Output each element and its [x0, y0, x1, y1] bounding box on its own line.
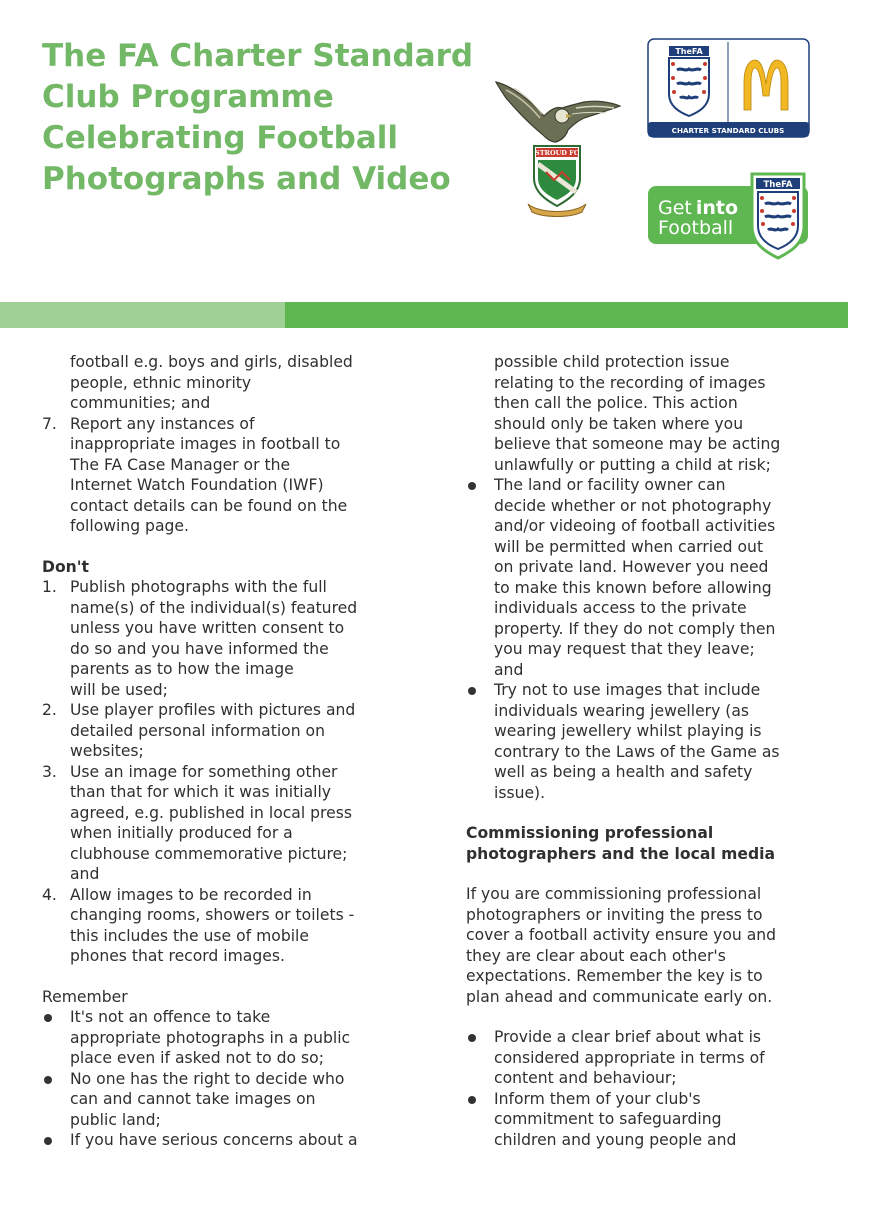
- text-line: will be used;: [70, 680, 168, 699]
- football-text: Football: [658, 217, 734, 239]
- title-line: The FA Charter Standard: [42, 38, 474, 74]
- text-line: appropriate photographs in a public: [70, 1028, 351, 1047]
- text-line: possible child protection issue: [494, 353, 730, 371]
- text-line: place even if asked not to do so;: [70, 1049, 324, 1067]
- list-number: 1.: [42, 578, 57, 596]
- text-line: clubhouse commemorative picture;: [70, 844, 348, 863]
- fa-label: TheFA: [675, 47, 703, 56]
- bullet-icon: [468, 1096, 476, 1104]
- text-line: this includes the use of mobile: [70, 926, 309, 945]
- title-line: Celebrating Football: [42, 120, 399, 156]
- text-line: than that for which it was initially: [70, 783, 332, 801]
- band-dark-segment: [285, 302, 848, 328]
- continued-paragraph: [466, 352, 826, 475]
- text-line: public land;: [70, 1110, 161, 1129]
- text-line: believe that someone may be acting: [494, 435, 781, 453]
- text-line: websites;: [70, 742, 144, 760]
- text-line: should only be taken where you: [494, 414, 744, 433]
- text-line: plan ahead and communicate early on.: [466, 987, 773, 1006]
- text-line: photographers and the local media: [466, 844, 775, 863]
- text-line: If you are commissioning professional: [466, 885, 762, 903]
- commissioning-paragraph: [466, 884, 826, 1007]
- text-line: agreed, e.g. published in local press: [70, 803, 352, 822]
- dont-heading: Don't: [42, 557, 89, 576]
- text-line: Publish photographs with the full: [70, 578, 327, 596]
- list-item: [42, 762, 402, 885]
- text-line: relating to the recording of images: [494, 373, 766, 392]
- list-number: 2.: [42, 701, 57, 719]
- text-line: Try not to use images that include: [494, 681, 761, 699]
- list-number: 3.: [42, 762, 57, 781]
- text-line: phones that record images.: [70, 947, 285, 965]
- text-line: changing rooms, showers or toilets -: [70, 906, 355, 924]
- text-line: unlawfully or putting a child at risk;: [494, 455, 771, 474]
- left-column: [42, 352, 402, 1151]
- text-line: cover a football activity ensure you and: [466, 926, 777, 944]
- into-text: into: [695, 197, 739, 219]
- charter-standard-badge: [647, 38, 810, 138]
- list-item: [42, 414, 402, 537]
- text-line: can and cannot take images on: [70, 1090, 316, 1108]
- text-line: on private land. However you need: [494, 558, 769, 576]
- text-line: No one has the right to decide who: [70, 1069, 345, 1088]
- text-line: content and behaviour;: [494, 1069, 677, 1087]
- bullet-item: [42, 1007, 402, 1069]
- text-line: commitment to safeguarding: [494, 1110, 722, 1128]
- text-line: and: [494, 660, 524, 679]
- text-line: unless you have written consent to: [70, 619, 345, 637]
- text-line: Report any instances of: [70, 414, 255, 433]
- bullet-item: [42, 1069, 402, 1131]
- charter-badge-footer: CHARTER STANDARD CLUBS: [671, 126, 785, 135]
- text-line: people, ethnic minority: [70, 373, 252, 392]
- text-line: will be permitted when carried out: [494, 537, 764, 556]
- text-line: individuals wearing jewellery (as: [494, 701, 750, 720]
- header-divider-band: [0, 302, 848, 328]
- text-line: parents as to how the image: [70, 660, 294, 678]
- text-line: children and young people and: [494, 1130, 737, 1149]
- svg-text:Getinto: [658, 197, 738, 219]
- list-item: [42, 577, 402, 700]
- bullet-item: [466, 475, 826, 680]
- text-line: The land or facility owner can: [494, 476, 726, 494]
- bullet-icon: [44, 1076, 52, 1084]
- list-number: 7.: [42, 414, 57, 433]
- club-crest-eagle-logo: [492, 76, 624, 218]
- text-line: football e.g. boys and girls, disabled: [70, 353, 353, 371]
- text-line: photographers or inviting the press to: [466, 905, 763, 924]
- text-line: you may request that they leave;: [494, 640, 755, 658]
- text-line: individuals access to the private: [494, 599, 747, 617]
- bullet-icon: [468, 1034, 476, 1042]
- title-line: Club Programme: [42, 79, 334, 115]
- bullet-item: [466, 1027, 826, 1089]
- text-line: detailed personal information on: [70, 721, 325, 740]
- bullet-icon: [44, 1014, 52, 1022]
- text-line: property. If they do not comply then: [494, 619, 776, 638]
- text-line: Use an image for something other: [70, 762, 338, 781]
- text-line: contact details can be found on the: [70, 496, 348, 515]
- remember-heading: Remember: [42, 987, 128, 1006]
- text-line: and/or videoing of football activities: [494, 517, 776, 535]
- bullet-icon: [468, 687, 476, 695]
- text-line: when initially produced for a: [70, 824, 293, 842]
- text-line: to make this known before allowing: [494, 578, 772, 597]
- page-title: [42, 36, 482, 200]
- get-into-football-badge: [648, 170, 808, 260]
- text-line: expectations. Remember the key is to: [466, 967, 763, 985]
- text-line: Provide a clear brief about what is: [494, 1028, 762, 1046]
- bullet-icon: [44, 1137, 52, 1145]
- text-line: Use player profiles with pictures and: [70, 701, 356, 719]
- title-line: Photographs and Video: [42, 161, 451, 197]
- right-column: [466, 352, 826, 1150]
- fa-label: TheFA: [763, 180, 793, 190]
- get-text: Get: [658, 197, 692, 219]
- list-item: [42, 885, 402, 967]
- text-line: Commissioning professional: [466, 824, 714, 842]
- text-line: Inform them of your club's: [494, 1089, 701, 1108]
- text-line: inappropriate images in football to: [70, 435, 341, 453]
- bullet-item: [466, 1089, 826, 1151]
- text-line: decide whether or not photography: [494, 496, 772, 515]
- text-line: Internet Watch Foundation (IWF): [70, 476, 324, 494]
- commissioning-heading: [466, 823, 826, 864]
- text-line: It's not an offence to take: [70, 1008, 271, 1026]
- band-light-segment: [0, 302, 285, 328]
- text-line: do so and you have informed the: [70, 639, 329, 658]
- text-line: name(s) of the individual(s) featured: [70, 598, 358, 617]
- text-line: well as being a health and safety: [494, 763, 753, 781]
- list-item: [42, 700, 402, 762]
- continued-paragraph: [42, 352, 402, 414]
- text-line: issue).: [494, 783, 546, 802]
- text-line: then call the police. This action: [494, 394, 738, 412]
- text-line: considered appropriate in terms of: [494, 1048, 765, 1067]
- text-line: contrary to the Laws of the Game as: [494, 742, 780, 761]
- bullet-icon: [468, 482, 476, 490]
- text-line: communities; and: [70, 394, 211, 412]
- text-line: If you have serious concerns about a: [70, 1131, 358, 1149]
- club-crest-text: STROUD FC: [535, 149, 579, 157]
- bullet-item: [42, 1130, 402, 1151]
- text-line: The FA Case Manager or the: [70, 455, 291, 474]
- list-number: 4.: [42, 885, 57, 904]
- text-line: Allow images to be recorded in: [70, 885, 312, 904]
- text-line: and: [70, 865, 100, 883]
- bullet-item: [466, 680, 826, 803]
- text-line: they are clear about each other's: [466, 946, 726, 965]
- text-line: following page.: [70, 517, 189, 535]
- text-line: wearing jewellery whilst playing is: [494, 722, 762, 740]
